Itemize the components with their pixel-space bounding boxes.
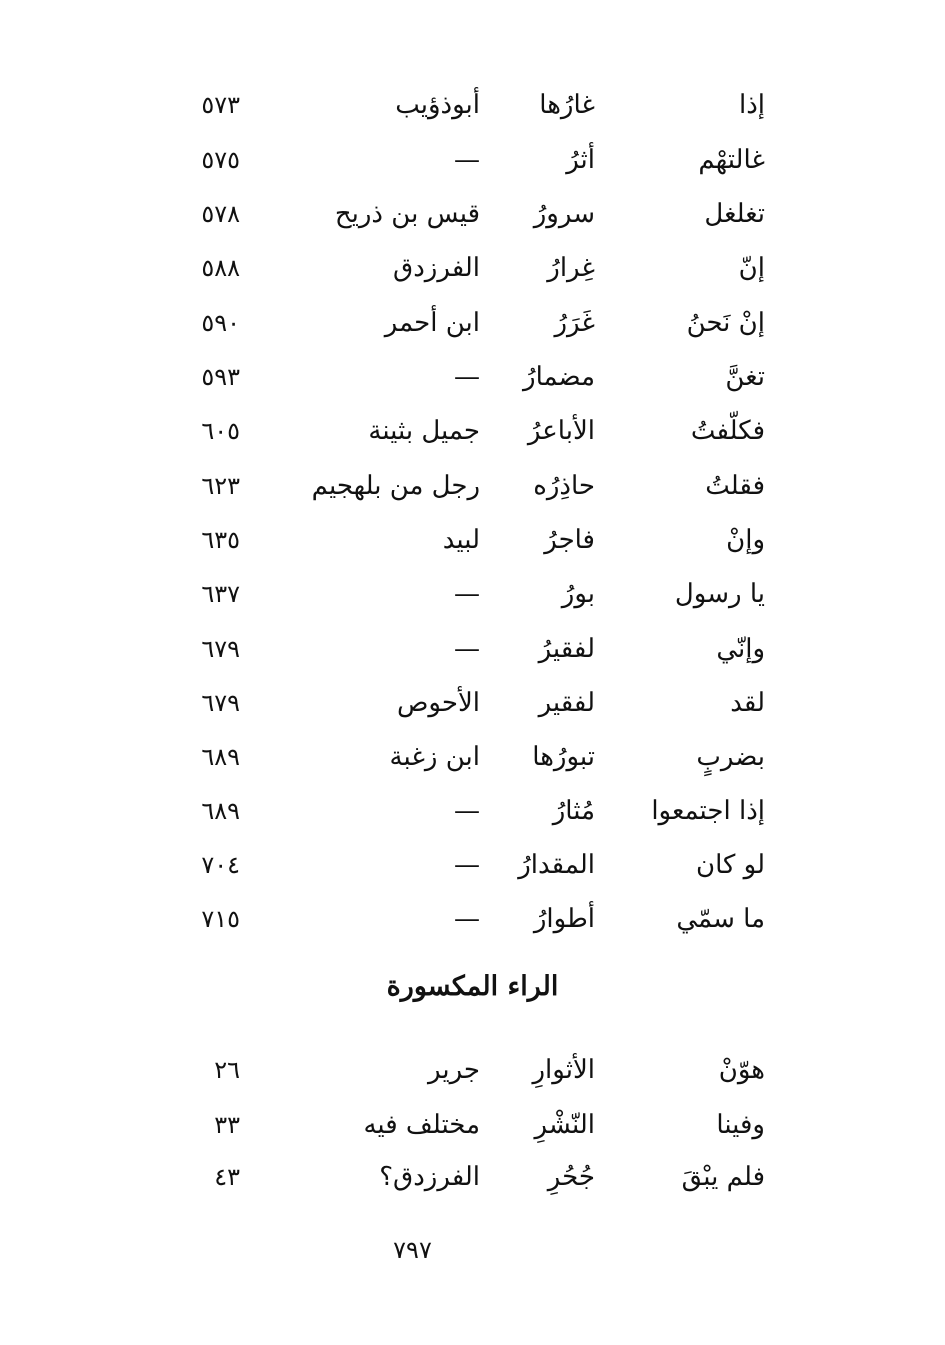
section-heading: الراء المكسورة [386,971,559,1002]
rhyme-word: غَرَرُ [554,308,595,338]
poet-name: الفرزدق [393,253,480,283]
index-row [0,1152,945,1202]
rhyme-word: مُثارُ [552,796,595,826]
page-reference: ٤٣ [214,1163,240,1191]
index-row [0,786,945,836]
index-row [0,1045,945,1095]
rhyme-word: المقدارُ [518,850,595,880]
page-reference: ٦٨٩ [201,797,240,825]
first-words: تغلغل [704,199,765,229]
page-reference: ٦٣٥ [201,526,240,554]
rhyme-word: أطوارُ [533,904,595,934]
page-reference: ٢٦ [214,1056,240,1084]
first-words: فكلّفتُ [690,416,765,446]
index-row [0,461,945,511]
first-words: فقلتُ [705,471,765,501]
page-reference: ٦٣٧ [201,580,240,608]
index-row [0,406,945,456]
page-reference: ٥٧٥ [201,146,240,174]
poet-name: — [454,904,480,934]
poet-name: — [454,796,480,826]
index-row [0,624,945,674]
rhyme-word: مضمارُ [523,362,595,392]
rhyme-word: النّشْرِ [534,1110,595,1140]
index-row [0,189,945,239]
rhyme-word: أثرُ [566,145,595,175]
page-reference: ٦٢٣ [201,472,240,500]
poet-name: أبوذؤيب [395,90,480,120]
page-reference: ٥٧٣ [201,91,240,119]
poet-name: — [454,145,480,175]
page-reference: ٧٠٤ [201,851,240,879]
page-reference: ٥٧٨ [201,200,240,228]
poet-name: الفرزدق؟ [379,1162,480,1192]
page-reference: ٥٨٨ [201,254,240,282]
page-reference: ٧١٥ [201,905,240,933]
rhyme-word: فاجرُ [544,525,595,555]
rhyme-word: غارُها [539,90,595,120]
index-row [0,894,945,944]
first-words: غالتهْم [698,145,765,175]
rhyme-word: سرورُ [533,199,595,229]
first-words: إنْ نَحنُ [686,308,765,338]
rhyme-word: لفقير [538,688,595,718]
poet-name: رجل من بلهجيم [311,471,480,501]
poet-name: الأحوص [397,688,480,718]
index-row [0,678,945,728]
index-row [0,732,945,782]
first-words: إنّ [738,253,765,283]
poet-name: مختلف فيه [363,1110,480,1140]
index-row [0,243,945,293]
first-words: تغنَّ [725,362,765,392]
first-words: وإنّي [716,634,765,664]
page-reference: ٦٧٩ [201,635,240,663]
page-reference: ٥٩٣ [201,363,240,391]
first-words: إذا [738,90,765,120]
page-reference: ٥٩٠ [201,309,240,337]
first-words: لقد [730,688,765,718]
poet-name: — [454,634,480,664]
rhyme-word: الأباعرُ [527,416,595,446]
first-words: هوّنْ [718,1055,765,1085]
index-row [0,352,945,402]
first-words: فلم يبْقَ [681,1162,765,1192]
poet-name: جرير [428,1055,480,1085]
rhyme-word: جُحُرِ [547,1162,595,1192]
first-words: وفينا [716,1110,765,1140]
first-words: وإنْ [726,525,765,555]
page-reference: ٦٠٥ [201,417,240,445]
index-row [0,80,945,130]
poet-name: — [454,850,480,880]
index-row [0,569,945,619]
poet-name: — [454,362,480,392]
index-row [0,298,945,348]
page-reference: ٣٣ [214,1111,240,1139]
rhyme-word: تبورُها [532,742,595,772]
poet-name: — [454,579,480,609]
first-words: ما سمّي [676,904,765,934]
first-words: يا رسول [674,579,765,609]
rhyme-word: غِرارُ [547,253,595,283]
poet-name: ابن أحمر [384,308,480,338]
index-row [0,135,945,185]
rhyme-word: الأثوارِ [532,1055,595,1085]
first-words: بضربٍ [696,742,765,772]
rhyme-word: بورُ [561,579,595,609]
poet-name: ابن زغبة [389,742,480,772]
poet-name: جميل بثينة [368,416,480,446]
page-reference: ٦٧٩ [201,689,240,717]
index-row [0,1100,945,1150]
page-reference: ٦٨٩ [201,743,240,771]
index-row [0,840,945,890]
poet-name: لبيد [442,525,480,555]
first-words: إذا اجتمعوا [651,796,765,826]
rhyme-word: لفقيرُ [538,634,595,664]
poet-name: قيس بن ذريح [334,199,480,229]
index-row [0,515,945,565]
first-words: لو كان [695,850,765,880]
page-number: ٧٩٧ [393,1236,432,1264]
rhyme-word: حاذِرُه [533,471,595,501]
